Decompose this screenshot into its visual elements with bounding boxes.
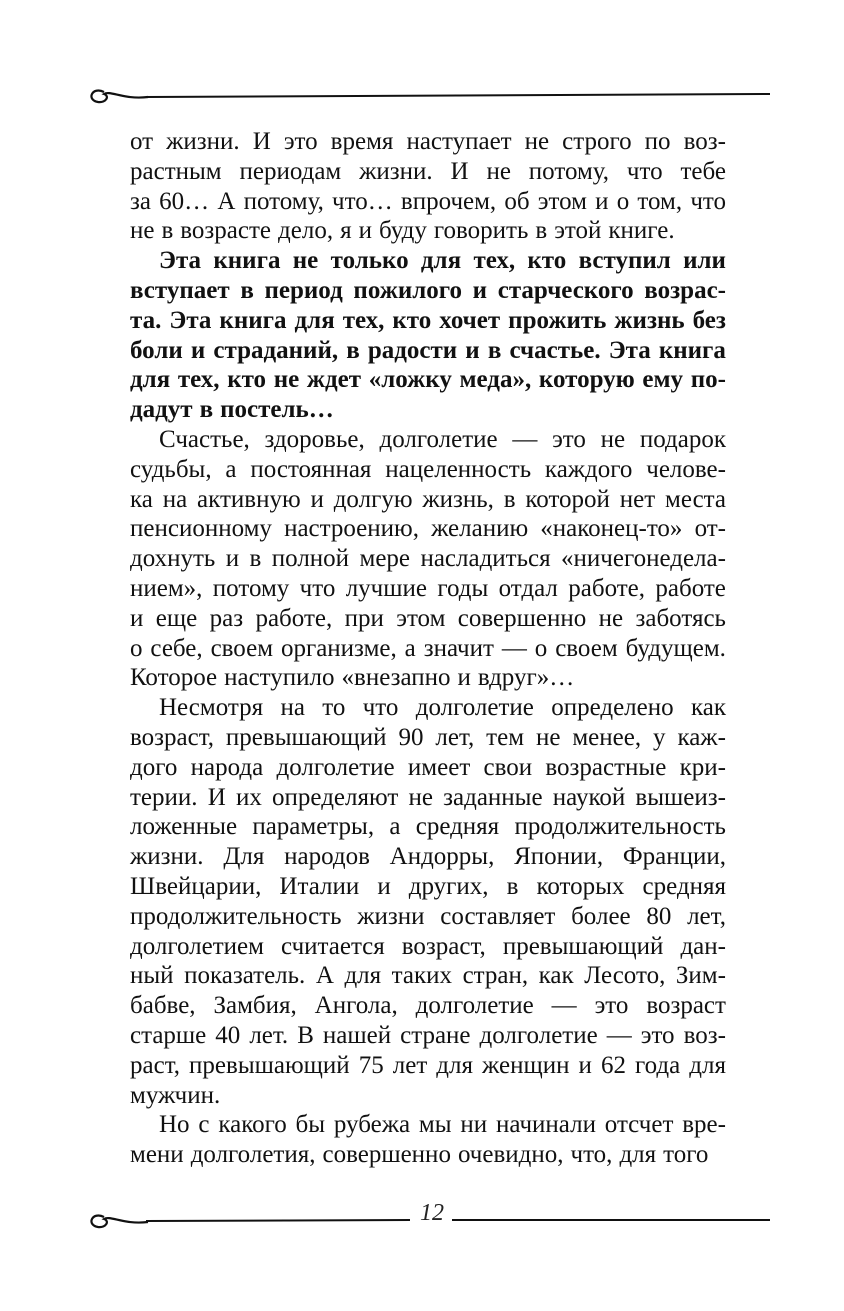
text-line: Которое наступило «внезапно и вдруг»… (130, 664, 575, 692)
paragraph (130, 127, 726, 246)
text-line: не в возрасте дело, я и буду говорить в этой книге. (130, 217, 675, 245)
paragraph (130, 693, 726, 1110)
text-line: бабве, Замбия, Ангола, долголетие — это возраст (130, 992, 726, 1020)
text-line: ложенные параметры, а средняя продолжительность (130, 813, 726, 841)
text-line: дохнуть и в полной мере насладиться «ничегонедела- (130, 545, 726, 573)
text-line: Несмотря на то что долголетие определено как (159, 694, 726, 722)
text-line: о себе, своем организме, а значит — о своем будущем. (130, 634, 726, 662)
text-line: мени долголетия, совершенно очевидно, что, для того (130, 1141, 709, 1169)
text-line: ка на активную и долгую жизнь, в которой нет места (130, 485, 726, 513)
text-line: раст, превышающий 75 лет для женщин и 62 года для (130, 1051, 726, 1079)
text-line: вступает в период пожилого и старческого возрас- (130, 276, 726, 304)
text-line: Эта книга не только для тех, кто вступил или (159, 247, 726, 275)
page-number: 12 (420, 1200, 444, 1226)
text-line: боли и страданий, в радости и в счастье. Эта книга (130, 336, 726, 364)
text-line: нием», потому что лучшие годы отдал работе, работе (130, 574, 726, 602)
text-line: Счастье, здоровье, долголетие — это не подарок (159, 425, 726, 453)
text-line: для тех, кто не ждет «ложку меда», которую ему по- (130, 366, 726, 394)
text-line: пенсионному настроению, желанию «наконец-то» от- (130, 515, 726, 543)
text-line: та. Эта книга для тех, кто хочет прожить жизнь без (130, 306, 726, 334)
body-text (130, 127, 726, 1170)
text-line: терии. И их определяют не заданные наукой вышеиз- (130, 783, 726, 811)
text-line: продолжительность жизни составляет более 80 лет, (130, 902, 726, 930)
swirl-icon (91, 1216, 148, 1228)
text-line: дадут в постель… (130, 396, 334, 424)
paragraph (130, 1110, 726, 1170)
text-line: и еще раз работе, при этом совершенно не заботясь (130, 604, 726, 632)
text-line: жизни. Для народов Андорры, Японии, Франции, (130, 843, 726, 871)
header-ornament-rule (88, 80, 778, 110)
text-line: возраст, превышающий 90 лет, тем не менее, у каж- (130, 723, 726, 751)
text-line: долголетием считается возраст, превышающий дан- (130, 932, 726, 960)
text-line: Швейцарии, Италии и других, в которых средняя (130, 872, 726, 900)
text-line: растным периодам жизни. И не потому, что тебе (130, 157, 726, 185)
swirl-icon (91, 91, 148, 103)
text-line: от жизни. И это время наступает не строго по воз- (130, 128, 726, 155)
text-line: мужчин. (130, 1081, 221, 1109)
text-line: старше 40 лет. В нашей стране долголетие — это воз- (130, 1021, 726, 1049)
text-line: судьбы, а постоянная нацеленность каждого челове- (130, 455, 726, 483)
paragraph (130, 246, 726, 425)
text-line: дого народа долголетие имеет свои возрастные кри- (130, 753, 726, 781)
text-line: за 60… А потому, что… впрочем, об этом и о том, что (130, 187, 726, 215)
text-line: Но с какого бы рубежа мы ни начинали отсчет вре- (159, 1111, 726, 1139)
paragraph (130, 425, 726, 693)
text-line: ный показатель. А для таких стран, как Лесото, Зим- (130, 962, 726, 990)
